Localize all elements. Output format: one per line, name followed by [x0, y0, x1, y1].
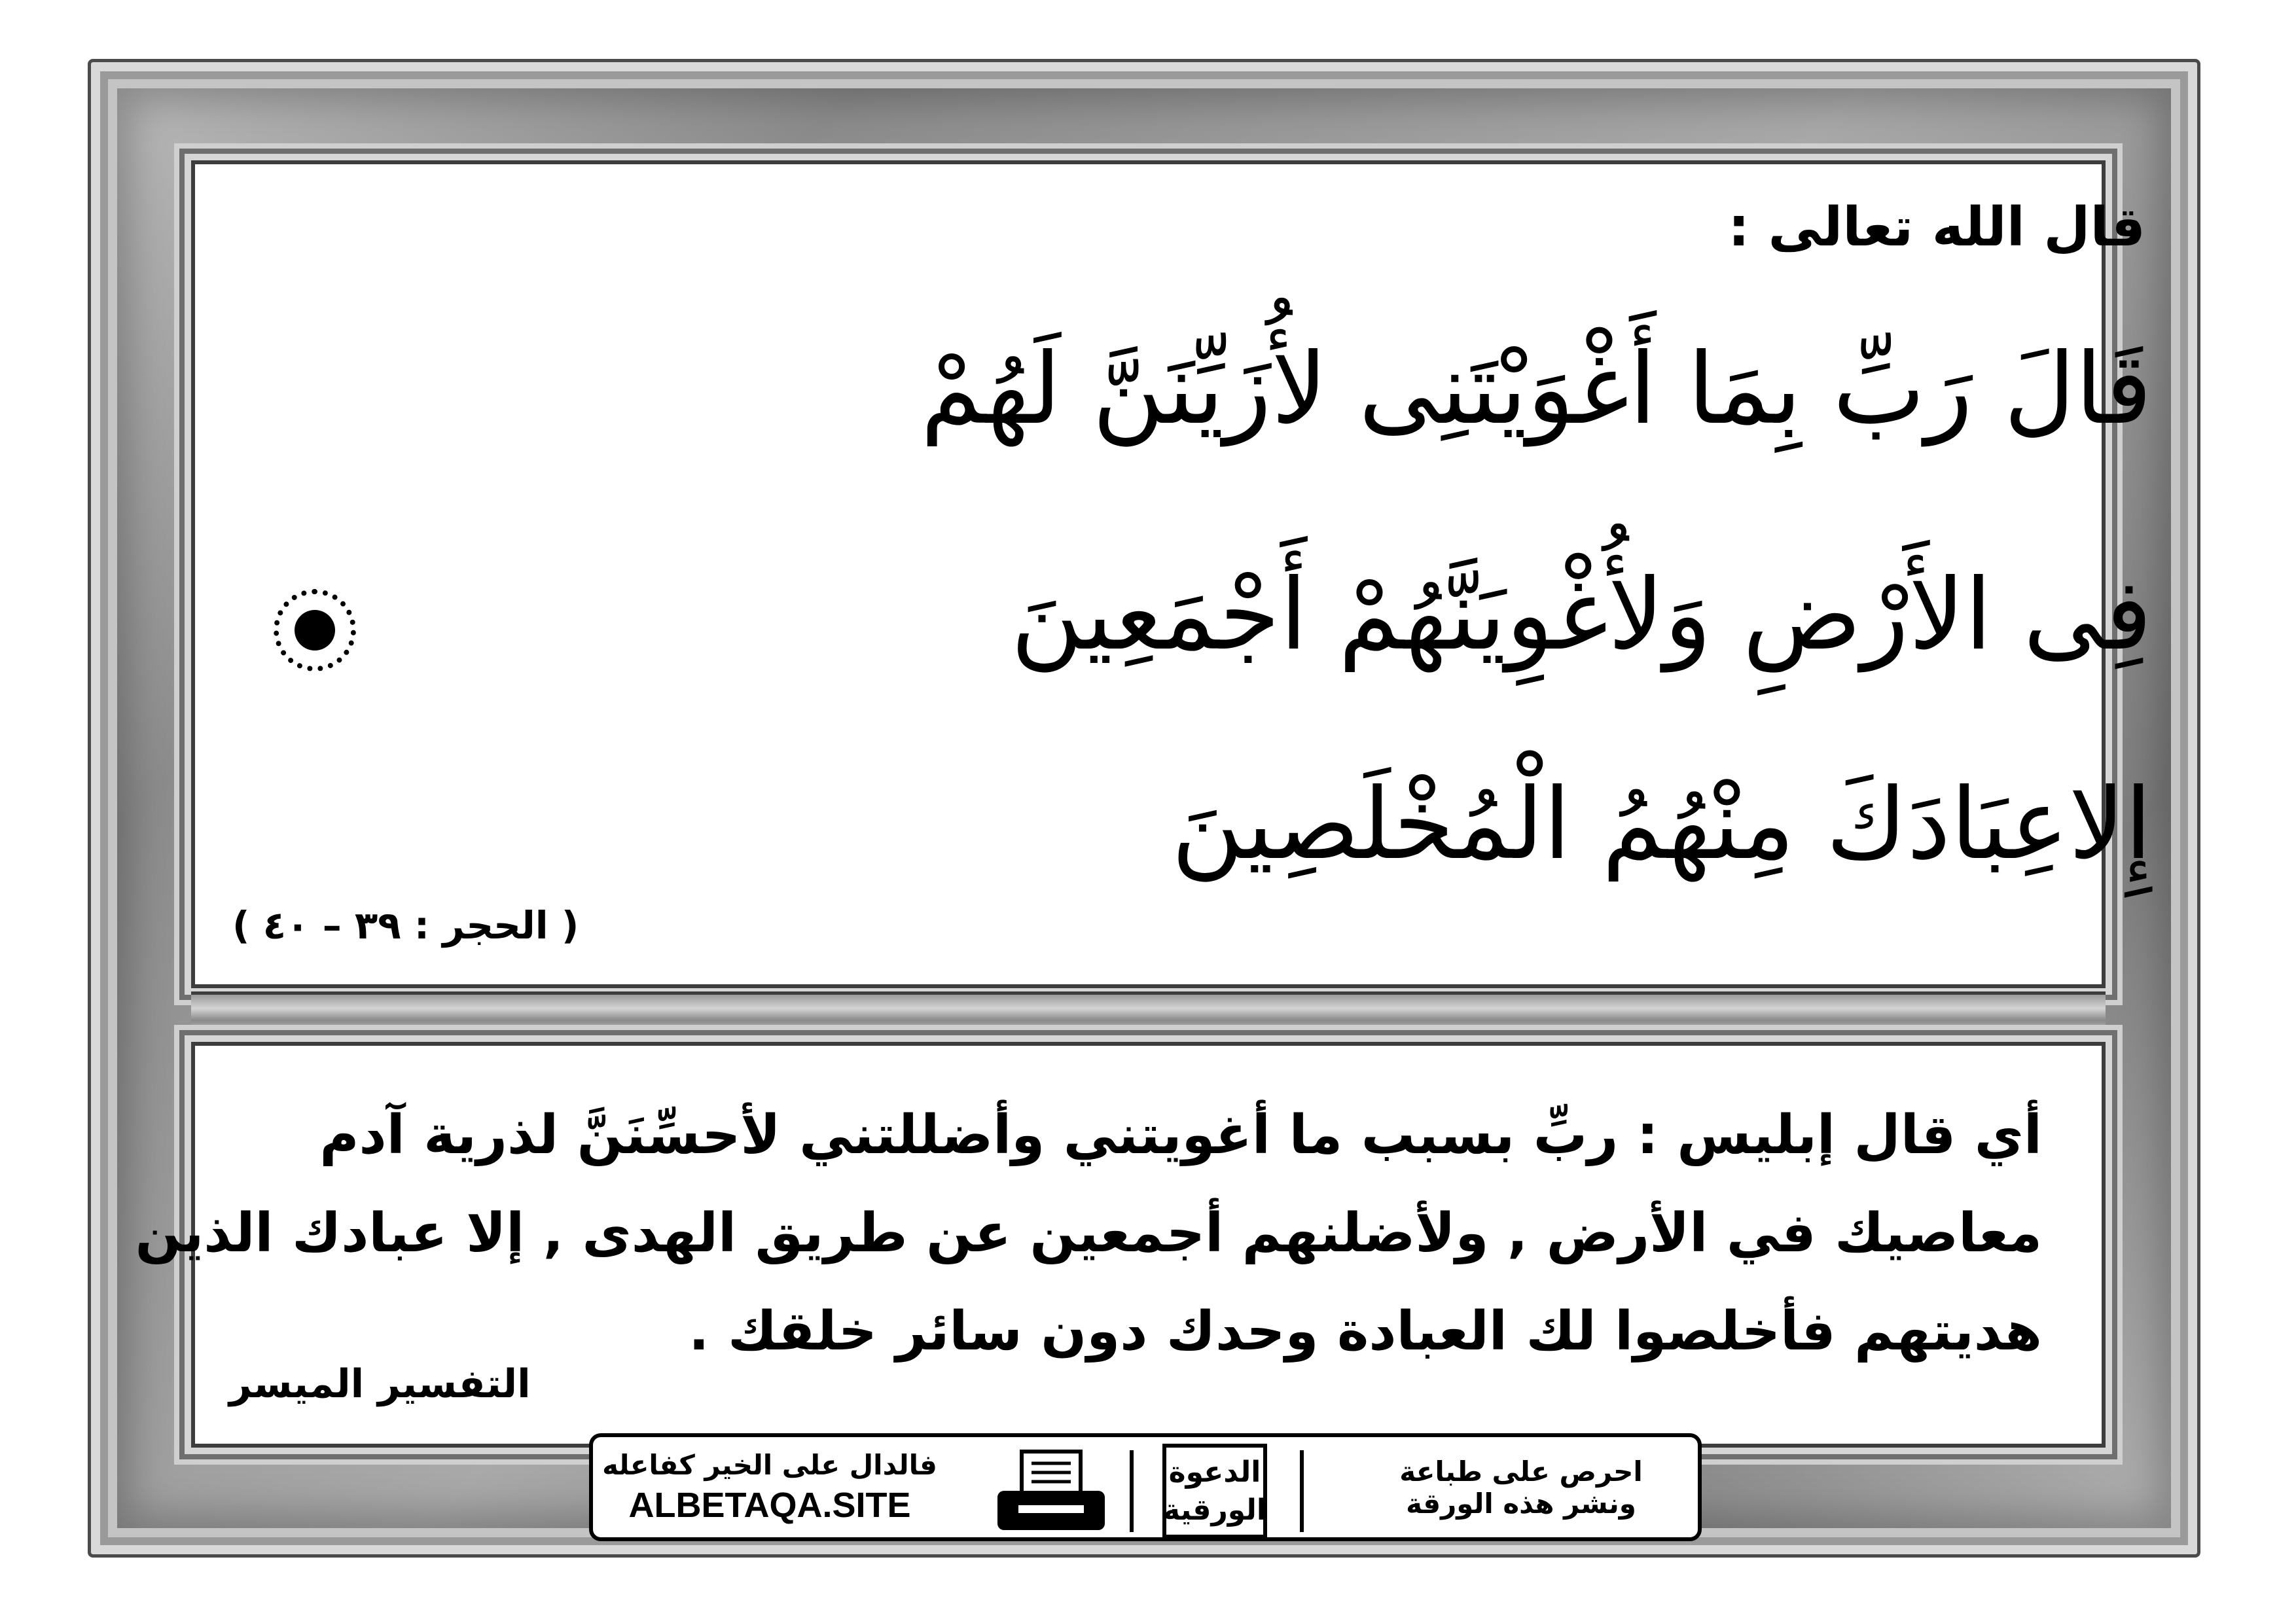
ayah-end-icon: [274, 589, 356, 671]
logo-line-2: الورقية: [1163, 1493, 1266, 1527]
tafsir-line-1: أي قال إبليس : ربِّ بسبب ما أغويتني وأضللتني لأحسِّنَنَّ لذرية آدم: [319, 1104, 2042, 1166]
slogan-text: فالدال على الخير كفاعله: [602, 1449, 937, 1481]
footer-banner: [589, 1433, 1702, 1541]
footer-separator: [1130, 1450, 1134, 1532]
verse-line-1: قَالَ رَبِّ بِمَا أَغْوَيْتَنِى لأُزَيِّنَنَّ لَهُمْ: [920, 332, 2152, 446]
note-line-2: ونشر هذه الورقة: [1406, 1487, 1636, 1520]
note-line-1: احرص على طباعة: [1399, 1455, 1643, 1488]
verse-line-2: فِى الأَرْضِ وَلأُغْوِيَنَّهُمْ أَجْمَعِينَ: [1011, 558, 2152, 672]
logo-line-1: الدعوة: [1168, 1455, 1261, 1489]
verse-intro: قال الله تعالى :: [1728, 196, 2145, 259]
tafsir-source: التفسير الميسر: [229, 1361, 531, 1407]
dawah-logo: [1162, 1444, 1267, 1539]
tafsir-line-3: هديتهم فأخلصوا لك العبادة وحدك دون سائر خلقك .: [689, 1300, 2042, 1363]
verse-reference: ( الحجر : ٣٩ – ٤٠ ): [232, 903, 579, 948]
footer-separator: [1300, 1450, 1304, 1532]
panel-divider: [191, 991, 2106, 1037]
site-link[interactable]: ALBETAQA.SITE: [628, 1486, 911, 1525]
note-block: [1357, 1437, 1685, 1537]
verse-line-3: إِلاعِبَادَكَ مِنْهُمُ الْمُخْلَصِينَ: [1171, 768, 2152, 882]
printer-icon: [992, 1449, 1110, 1534]
tafsir-text: [135, 1086, 2042, 1381]
tafsir-line-2: معاصيك في الأرض , ولأضلنهم أجمعين عن طريق الهدى , إلا عبادك الذين: [135, 1202, 2042, 1264]
site-block: [602, 1437, 937, 1537]
